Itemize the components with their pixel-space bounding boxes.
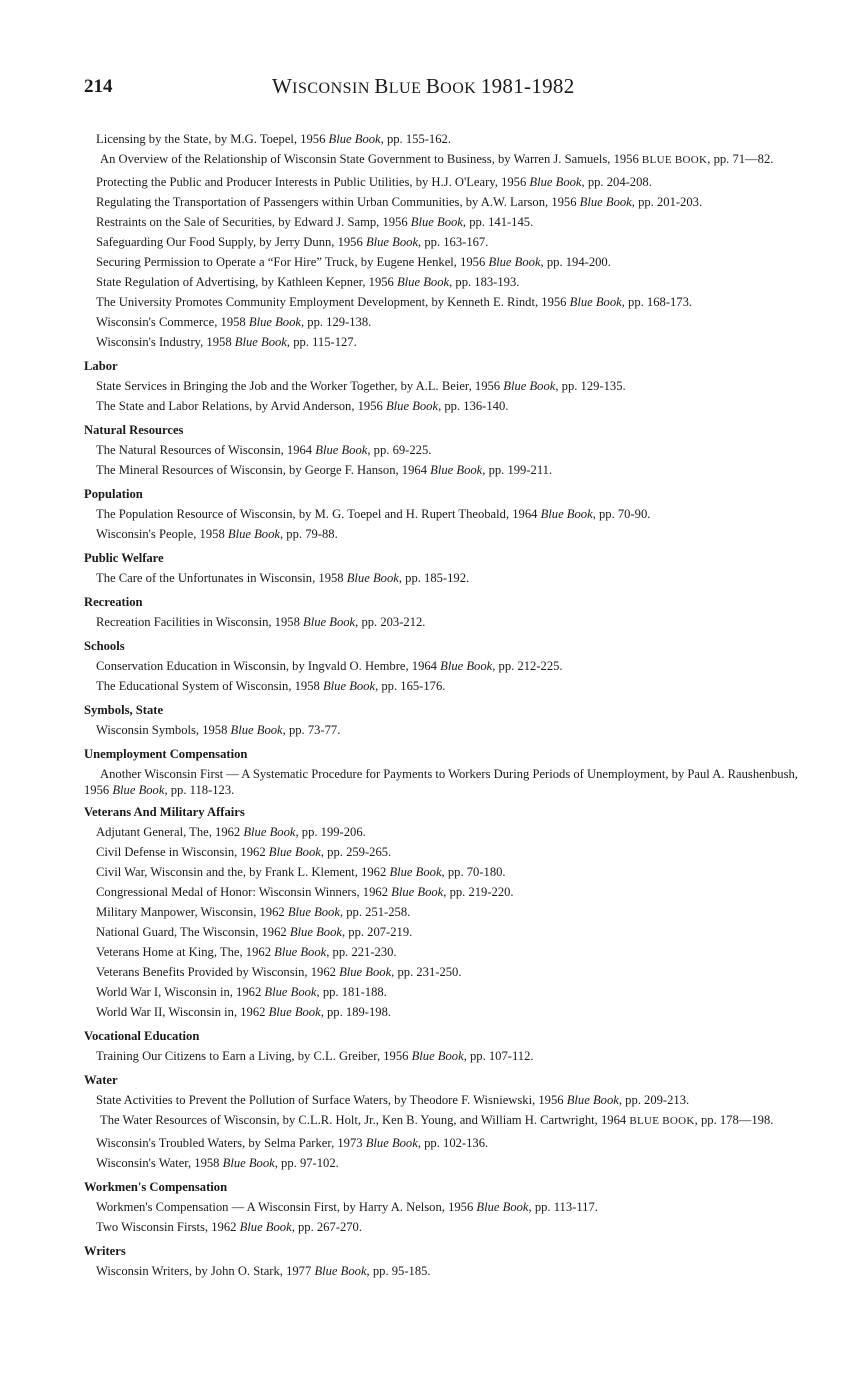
- entry-source-title: Blue Book: [346, 571, 399, 585]
- bibliography-entry: [84, 192, 800, 212]
- entry-source-title: Blue Book: [476, 1200, 529, 1214]
- bibliography-entry: [84, 1217, 800, 1237]
- entry-source-title: Blue Book: [328, 132, 381, 146]
- bibliography-entry: [84, 172, 800, 192]
- entry-pages: , pp. 212-225.: [492, 659, 563, 673]
- title-part-2: LUE: [388, 80, 426, 97]
- bibliography-entry: [84, 504, 800, 524]
- entry-pages: , pp. 163-167.: [418, 235, 489, 249]
- entry-pages: , pp. 231-250.: [391, 965, 462, 979]
- entry-pages: , pp. 69-225.: [367, 443, 432, 457]
- bibliography-entry: [84, 460, 800, 480]
- entry-source-title: Blue Book: [248, 315, 301, 329]
- bibliography-entry: [84, 922, 800, 942]
- entry-source-title: Blue Book: [227, 527, 280, 541]
- entry-text: Wisconsin's Water, 1958: [96, 1156, 223, 1170]
- bibliography-entry: [84, 440, 800, 460]
- bibliography-entry: [84, 524, 800, 544]
- entry-pages: , pp. 70-90.: [592, 507, 651, 521]
- entry-text: Licensing by the State, by M.G. Toepel, 1956: [96, 132, 329, 146]
- entry-pages: , pp. 141-145.: [462, 215, 534, 229]
- entry-pages: , pp. 185-192.: [398, 571, 470, 585]
- entry-text: Civil War, Wisconsin and the, by Frank L. Klement, 1962: [96, 865, 390, 879]
- entry-text: The Care of the Unfortunates in Wisconsin, 1958: [96, 571, 347, 585]
- entry-pages: , pp. 115-127.: [286, 335, 357, 349]
- entry-pages: , pp. 155-162.: [380, 132, 451, 146]
- entry-pages: , pp. 129-135.: [555, 379, 626, 393]
- entry-text: Two Wisconsin Firsts, 1962: [96, 1220, 240, 1234]
- page-number: 214: [84, 76, 113, 97]
- title-initial-b: B: [374, 74, 389, 98]
- bibliography-entry: [84, 396, 800, 416]
- bibliography-entry: [84, 1197, 800, 1217]
- entry-pages: , pp. 251-258.: [339, 905, 411, 919]
- entry-source-title: Blue Book: [243, 825, 296, 839]
- section-heading: Workmen's Compensation: [84, 1180, 228, 1194]
- entry-source-title: Blue Book: [396, 275, 450, 289]
- entry-text: Another Wisconsin First — A Systematic Procedure for Payments to Workers During Periods of Unemployment, by Paul A. Raushenbush, 1956: [84, 767, 798, 797]
- entry-source-title: Blue Book: [287, 905, 340, 919]
- entry-source-title: Blue Book: [391, 885, 444, 899]
- entry-source-title: BLUE BOOK: [629, 1115, 695, 1127]
- bibliography-entry: [84, 252, 800, 272]
- entry-text: Wisconsin's Industry, 1958: [96, 335, 235, 349]
- section-heading: Writers: [84, 1244, 126, 1258]
- entry-text: State Regulation of Advertising, by Kathleen Kepner, 1956: [96, 275, 397, 289]
- entry-source-title: Blue Book: [268, 1005, 321, 1019]
- entry-pages: , pp. 203-212.: [355, 615, 426, 629]
- entry-source-title: Blue Book: [389, 865, 442, 879]
- entry-text: Wisconsin's Commerce, 1958: [96, 315, 249, 329]
- bibliography-list: [84, 129, 800, 1281]
- bibliography-entry: [84, 1090, 800, 1110]
- entry-text: Restraints on the Sale of Securities, by Edward J. Samp, 1956: [96, 215, 411, 229]
- bibliography-entry: [84, 1002, 800, 1022]
- title-initial-b2: B: [425, 74, 441, 98]
- entry-text: Protecting the Public and Producer Interests in Public Utilities, by H.J. O'Leary, 1956: [96, 175, 530, 189]
- entry-text: Wisconsin Writers, by John O. Stark, 1977: [96, 1264, 315, 1278]
- bibliography-entry: [84, 312, 800, 332]
- entry-source-title: Blue Book: [410, 215, 463, 229]
- section-heading: Public Welfare: [84, 551, 164, 565]
- entry-pages: , pp. 168-173.: [621, 295, 693, 309]
- entry-source-title: Blue Book: [303, 615, 356, 629]
- entry-pages: , pp. 221-230.: [326, 945, 397, 959]
- entry-text: Wisconsin's Troubled Waters, by Selma Parker, 1973: [96, 1136, 366, 1150]
- bibliography-entry: [84, 1112, 800, 1129]
- entry-pages: , pp. 73-77.: [282, 723, 341, 737]
- bibliography-entry: [84, 882, 800, 902]
- entry-text: Securing Permission to Operate a “For Hire” Truck, by Eugene Henkel, 1956: [96, 255, 489, 269]
- entry-pages: , pp. 183-193.: [449, 275, 520, 289]
- entry-text: Safeguarding Our Food Supply, by Jerry Dunn, 1956: [96, 235, 366, 249]
- bibliography-entry: [84, 902, 800, 922]
- bibliography-entry: [84, 720, 800, 740]
- bibliography-entry: [84, 612, 800, 632]
- title-part-1: ISCONSIN: [292, 80, 375, 97]
- entry-text: The State and Labor Relations, by Arvid Anderson, 1956: [96, 399, 386, 413]
- entry-pages: , pp. 199-206.: [295, 825, 366, 839]
- entry-source-title: Blue Book: [540, 507, 593, 521]
- entry-text: National Guard, The Wisconsin, 1962: [96, 925, 290, 939]
- entry-pages: , pp. 199-211.: [482, 463, 553, 477]
- entry-source-title: Blue Book: [222, 1156, 275, 1170]
- entry-text: Regulating the Transportation of Passengers within Urban Communities, by A.W. Larson, 1956: [96, 195, 580, 209]
- entry-pages: , pp. 189-198.: [320, 1005, 392, 1019]
- entry-text: Workmen's Compensation — A Wisconsin First, by Harry A. Nelson, 1956: [96, 1200, 477, 1214]
- entry-source-title: Blue Book: [411, 1049, 464, 1063]
- section-heading: Recreation: [84, 595, 143, 609]
- entry-source-title: Blue Book: [385, 399, 439, 413]
- section-heading: Natural Resources: [84, 423, 184, 437]
- bibliography-entry: [84, 232, 800, 252]
- entry-pages: , pp. 204-208.: [581, 175, 652, 189]
- bibliography-entry: [84, 862, 800, 882]
- entry-text: The Natural Resources of Wisconsin, 1964: [96, 443, 316, 457]
- entry-source-title: BLUE BOOK: [641, 154, 708, 166]
- entry-text: Wisconsin's People, 1958: [96, 527, 228, 541]
- section-heading: Unemployment Compensation: [84, 747, 248, 761]
- bibliography-entry: [84, 1133, 800, 1153]
- section-heading: Water: [84, 1073, 118, 1087]
- bibliography-entry: [84, 212, 800, 232]
- entry-source-title: Blue Book: [566, 1093, 619, 1107]
- entry-pages: , pp. 219-220.: [443, 885, 514, 899]
- entry-text: Conservation Education in Wisconsin, by Ingvald O. Hembre, 1964: [96, 659, 441, 673]
- title-initial-w: W: [272, 74, 293, 98]
- entry-source-title: Blue Book: [268, 845, 321, 859]
- entry-text: Recreation Facilities in Wisconsin, 1958: [96, 615, 304, 629]
- entry-pages: , pp. 97-102.: [274, 1156, 339, 1170]
- bibliography-entry: [84, 272, 800, 292]
- entry-pages: , pp. 118-123.: [164, 783, 235, 797]
- entry-source-title: Blue Book: [529, 175, 582, 189]
- entry-source-title: Blue Book: [112, 783, 165, 797]
- entry-pages: , pp. 181-188.: [316, 985, 387, 999]
- section-heading: Labor: [84, 359, 118, 373]
- entry-pages: , pp. 70-180.: [441, 865, 506, 879]
- entry-source-title: Blue Book: [503, 379, 556, 393]
- section-heading: Schools: [84, 639, 125, 653]
- entry-source-title: Blue Book: [339, 965, 392, 979]
- entry-text: Veterans Home at King, The, 1962: [96, 945, 275, 959]
- entry-text: An Overview of the Relationship of Wisconsin State Government to Business, by Warren J. Samuels, 1956: [100, 152, 642, 166]
- entry-source-title: Blue Book: [289, 925, 342, 939]
- bibliography-entry: [84, 766, 800, 798]
- entry-pages: , pp. 113-117.: [528, 1200, 598, 1214]
- entry-text: The Population Resource of Wisconsin, by M. G. Toepel and H. Rupert Theobald, 1964: [96, 507, 541, 521]
- entry-pages: , pp. 201-203.: [631, 195, 703, 209]
- title-years: 1981-1982: [480, 74, 575, 98]
- entry-text: Civil Defense in Wisconsin, 1962: [96, 845, 269, 859]
- entry-pages: , pp. 267-270.: [291, 1220, 362, 1234]
- entry-pages: , pp. 95-185.: [366, 1264, 431, 1278]
- entry-pages: , pp. 71—82.: [707, 152, 774, 166]
- bibliography-entry: [84, 1261, 800, 1281]
- entry-source-title: Blue Book: [274, 945, 327, 959]
- entry-text: Wisconsin Symbols, 1958: [96, 723, 231, 737]
- entry-pages: , pp. 136-140.: [438, 399, 509, 413]
- entry-text: State Services in Bringing the Job and the Worker Together, by A.L. Beier, 1956: [96, 379, 504, 393]
- bibliography-entry: [84, 962, 800, 982]
- running-title: [272, 74, 575, 99]
- entry-text: Congressional Medal of Honor: Wisconsin Winners, 1962: [96, 885, 392, 899]
- entry-pages: , pp. 165-176.: [375, 679, 446, 693]
- entry-text: The University Promotes Community Employment Development, by Kenneth E. Rindt, 1956: [96, 295, 570, 309]
- entry-source-title: Blue Book: [430, 463, 483, 477]
- entry-pages: , pp. 79-88.: [280, 527, 338, 541]
- bibliography-entry: [84, 982, 800, 1002]
- entry-source-title: Blue Book: [440, 659, 493, 673]
- entry-text: The Mineral Resources of Wisconsin, by George F. Hanson, 1964: [96, 463, 431, 477]
- entry-source-title: Blue Book: [239, 1220, 292, 1234]
- entry-text: State Activities to Prevent the Pollution of Surface Waters, by Theodore F. Wisniewski, 1956: [96, 1093, 567, 1107]
- entry-pages: , pp. 194-200.: [540, 255, 611, 269]
- entry-text: Veterans Benefits Provided by Wisconsin, 1962: [96, 965, 340, 979]
- section-heading: Symbols, State: [84, 703, 164, 717]
- entry-text: The Educational System of Wisconsin, 1958: [96, 679, 323, 693]
- bibliography-entry: [84, 568, 800, 588]
- entry-pages: , pp. 102-136.: [417, 1136, 489, 1150]
- entry-pages: , pp. 259-265.: [320, 845, 392, 859]
- entry-source-title: Blue Book: [365, 235, 419, 249]
- entry-source-title: Blue Book: [230, 723, 283, 737]
- bibliography-entry: [84, 292, 800, 312]
- title-part-3: OOK: [440, 80, 481, 97]
- entry-source-title: Blue Book: [322, 679, 376, 693]
- bibliography-entry: [84, 942, 800, 962]
- entry-source-title: Blue Book: [569, 295, 622, 309]
- bibliography-entry: [84, 332, 800, 352]
- entry-text: Adjutant General, The, 1962: [96, 825, 244, 839]
- entry-text: Training Our Citizens to Earn a Living, by C.L. Greiber, 1956: [96, 1049, 412, 1063]
- entry-source-title: Blue Book: [579, 195, 632, 209]
- bibliography-entry: [84, 822, 800, 842]
- entry-text: World War I, Wisconsin in, 1962: [96, 985, 265, 999]
- bibliography-entry: [84, 676, 800, 696]
- bibliography-entry: [84, 376, 800, 396]
- entry-source-title: Blue Book: [234, 335, 287, 349]
- entry-pages: , pp. 178—198.: [694, 1113, 774, 1127]
- entry-source-title: Blue Book: [315, 443, 368, 457]
- entry-text: Military Manpower, Wisconsin, 1962: [96, 905, 288, 919]
- entry-source-title: Blue Book: [365, 1136, 418, 1150]
- entry-pages: , pp. 107-112.: [463, 1049, 534, 1063]
- entry-pages: , pp. 207-219.: [341, 925, 413, 939]
- entry-pages: , pp. 209-213.: [618, 1093, 690, 1107]
- section-heading: Veterans And Military Affairs: [84, 805, 245, 819]
- bibliography-entry: [84, 656, 800, 676]
- bibliography-entry: [84, 1046, 800, 1066]
- entry-source-title: Blue Book: [264, 985, 317, 999]
- bibliography-entry: [84, 151, 800, 168]
- section-heading: Population: [84, 487, 143, 501]
- entry-pages: , pp. 129-138.: [300, 315, 372, 329]
- entry-source-title: Blue Book: [314, 1264, 367, 1278]
- section-heading: Vocational Education: [84, 1029, 200, 1043]
- bibliography-entry: [84, 842, 800, 862]
- bibliography-entry: [84, 129, 800, 149]
- entry-text: World War II, Wisconsin in, 1962: [96, 1005, 269, 1019]
- bibliography-entry: [84, 1153, 800, 1173]
- entry-source-title: Blue Book: [488, 255, 541, 269]
- entry-text: The Water Resources of Wisconsin, by C.L.R. Holt, Jr., Ken B. Young, and William H. Cartwright, 1964: [100, 1113, 630, 1127]
